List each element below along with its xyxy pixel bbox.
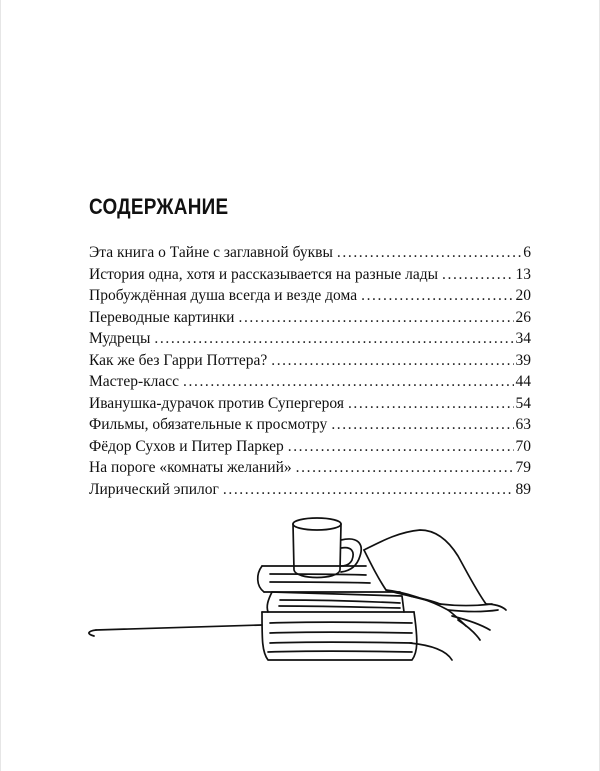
toc-page-number: 6: [523, 244, 531, 261]
dot-leader: [288, 436, 514, 458]
toc-page-number: 89: [515, 480, 531, 498]
toc-page-number: 79: [515, 459, 531, 476]
dot-leader: [223, 479, 514, 501]
dot-leader: [238, 307, 513, 329]
toc-entry-title: Пробуждённая душа всегда и везде дома: [89, 287, 358, 304]
toc-entry-title: На пороге «комнаты желаний»: [89, 459, 292, 476]
dot-leader: [337, 242, 521, 264]
toc-entry: [89, 350, 531, 372]
toc-entry-title: Переводные картинки: [89, 308, 235, 326]
dot-leader: [442, 264, 513, 286]
toc-page-number: 13: [515, 265, 531, 283]
toc-entry: [89, 436, 531, 458]
dot-leader: [183, 371, 513, 393]
toc-entry-title: Мудрецы: [89, 330, 151, 347]
toc-entry-title: Фильмы, обязательные к просмотру: [89, 416, 328, 433]
toc-page-number: 70: [515, 437, 531, 455]
toc-entry: [89, 457, 531, 479]
dot-leader: [296, 457, 514, 479]
toc-entry-title: Мастер-класс: [89, 373, 180, 390]
table-of-contents: [89, 242, 531, 500]
toc-page-number: 39: [515, 351, 531, 369]
dot-leader: [331, 414, 513, 436]
toc-page-number: 44: [515, 373, 531, 390]
toc-page-number: 20: [515, 287, 531, 304]
toc-entry-title: Эта книга о Тайне с заглавной буквы: [89, 244, 333, 261]
toc-entry: [89, 264, 531, 286]
toc-entry: [89, 307, 531, 329]
toc-entry: [89, 242, 531, 264]
toc-entry: [89, 328, 531, 350]
toc-entry-title: История одна, хотя и рассказывается на разные лады: [89, 265, 439, 283]
toc-entry: [89, 371, 531, 393]
dot-leader: [361, 285, 513, 307]
dot-leader: [271, 350, 513, 372]
toc-entry-title: Фёдор Сухов и Питер Паркер: [89, 437, 284, 455]
dot-leader: [348, 393, 514, 415]
toc-page-number: 34: [515, 330, 531, 347]
page-title: СОДЕРЖАНИЕ: [89, 194, 229, 219]
toc-entry-title: Лирический эпилог: [89, 480, 219, 498]
toc-entry: [89, 479, 531, 501]
books-and-mug-icon: [0, 500, 600, 700]
toc-entry: [89, 285, 531, 307]
toc-entry: [89, 393, 531, 415]
toc-page-number: 54: [515, 394, 531, 412]
toc-page-number: 26: [515, 308, 531, 326]
toc-entry-title: Иванушка-дурачок против Супергероя: [89, 394, 344, 412]
toc-entry-title: Как же без Гарри Поттера?: [89, 351, 268, 369]
toc-page-number: 63: [515, 416, 531, 433]
toc-entry: [89, 414, 531, 436]
dot-leader: [154, 328, 513, 350]
